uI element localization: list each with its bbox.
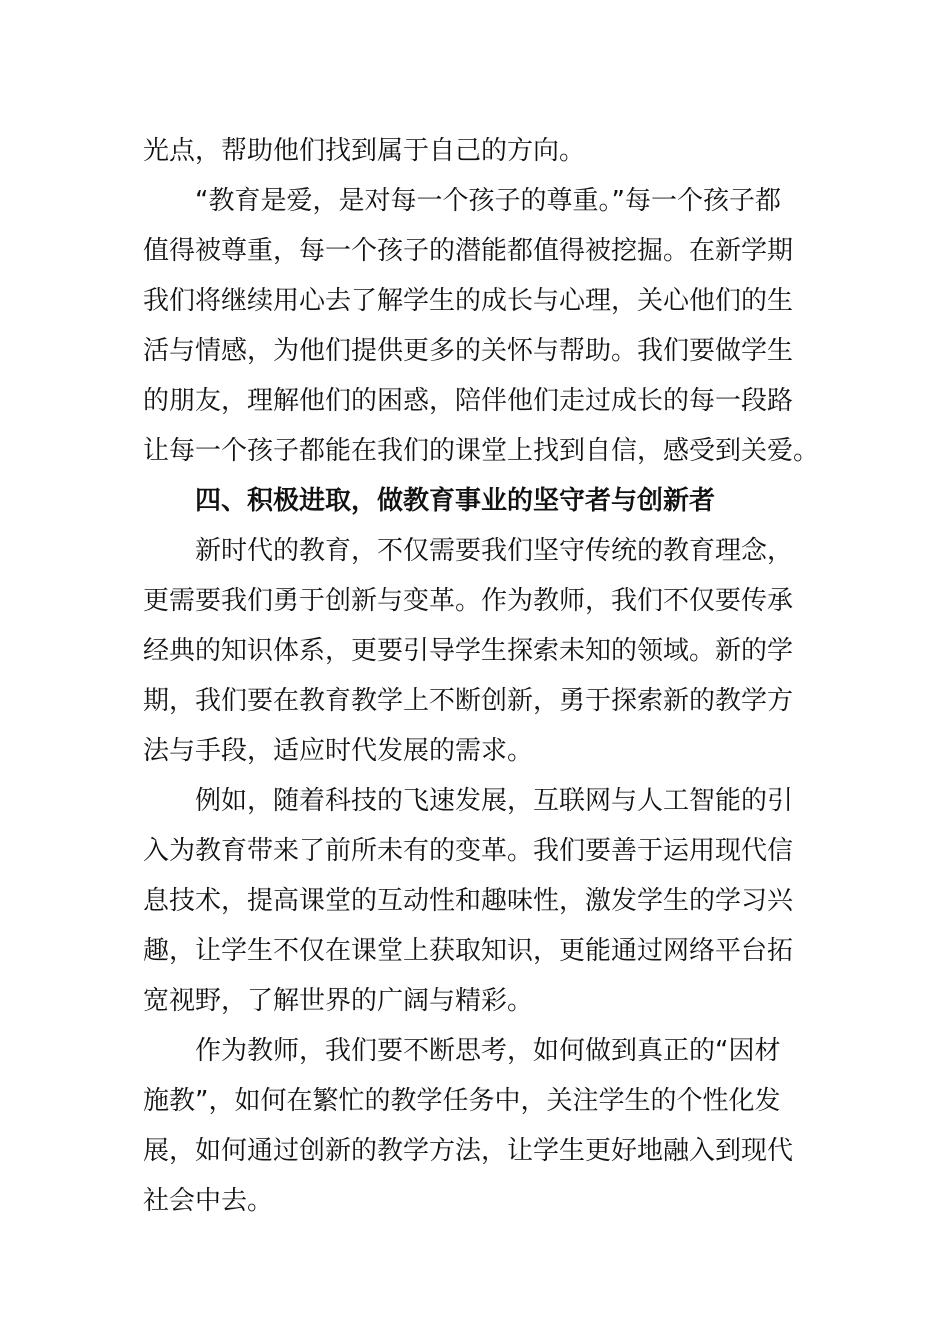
text-line: 例如，随着科技的飞速发展，互联网与人工智能的引	[195, 786, 794, 816]
section-heading: 四、积极进取，做教育事业的坚守者与创新者	[195, 486, 716, 516]
text-line: 宽视野，了解世界的广阔与精彩。	[143, 986, 534, 1016]
text-line: 趣，让学生不仅在课堂上获取知识，更能通过网络平台拓	[143, 936, 794, 966]
text-line: 期，我们要在教育教学上不断创新，勇于探索新的教学方	[143, 686, 794, 716]
text-line: 展，如何通过创新的教学方法，让学生更好地融入到现代	[143, 1136, 794, 1166]
text-line: 新时代的教育，不仅需要我们坚守传统的教育理念，	[195, 536, 794, 566]
text-line: 值得被尊重，每一个孩子的潜能都值得被挖掘。在新学期	[143, 236, 794, 266]
text-line: 经典的知识体系，更要引导学生探索未知的领域。新的学	[143, 636, 794, 666]
text-line: 入为教育带来了前所未有的变革。我们要善于运用现代信	[143, 836, 794, 866]
text-line: 作为教师，我们要不断思考，如何做到真正的“因材	[195, 1036, 781, 1066]
text-line: 息技术，提高课堂的互动性和趣味性，激发学生的学习兴	[143, 886, 794, 916]
text-line: 施教”，如何在繁忙的教学任务中，关注学生的个性化发	[143, 1086, 781, 1116]
text-line: 让每一个孩子都能在我们的课堂上找到自信，感受到关爱。	[143, 436, 820, 466]
text-line: 社会中去。	[143, 1186, 274, 1216]
text-line: 光点，帮助他们找到属于自己的方向。	[143, 136, 586, 166]
text-line: 活与情感，为他们提供更多的关怀与帮助。我们要做学生	[143, 336, 794, 366]
text-line: 的朋友，理解他们的困惑，陪伴他们走过成长的每一段路	[143, 386, 794, 416]
text-line: “教育是爱，是对每一个孩子的尊重。”每一个孩子都	[195, 186, 781, 216]
text-line: 我们将继续用心去了解学生的成长与心理，关心他们的生	[143, 286, 794, 316]
text-line: 法与手段，适应时代发展的需求。	[143, 736, 534, 766]
text-line: 更需要我们勇于创新与变革。作为教师，我们不仅要传承	[143, 586, 794, 616]
